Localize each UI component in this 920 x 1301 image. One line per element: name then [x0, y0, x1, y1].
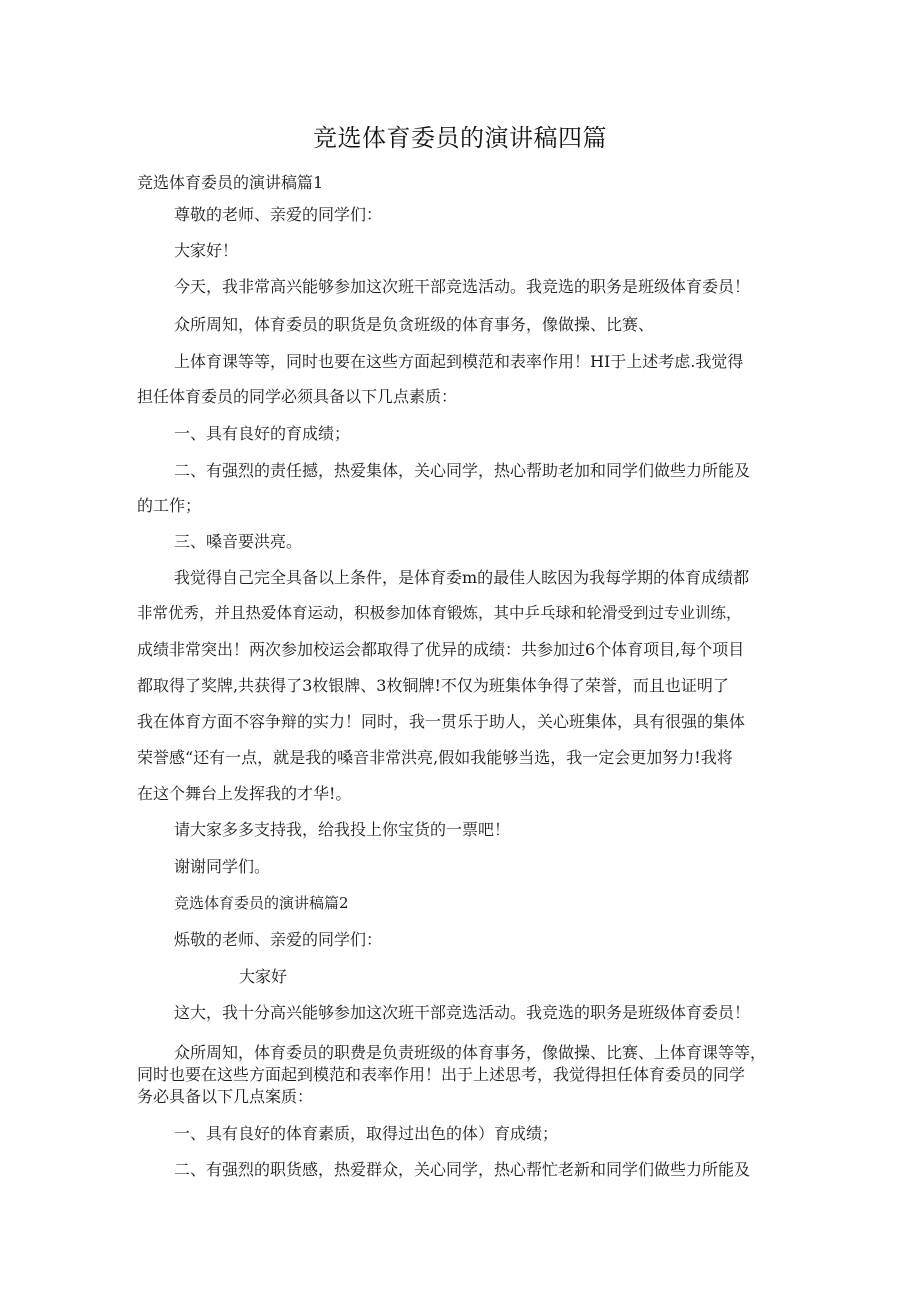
- paragraph-line: 非常优秀，并且热爱体育运动，积极参加体育锻炼，其中乒乓球和轮滑受到过专业训练，: [137, 604, 742, 622]
- section-heading-2: 竞选体育委员的演讲稿篇2: [174, 894, 349, 912]
- paragraph-line: 荣誉感“还有一点，就是我的嗓音非常洪亮,假如我能够当选，我一定会更加努力!我将: [137, 748, 733, 767]
- salutation: 烁敬的老师、亲爱的同学们：: [174, 930, 383, 949]
- paragraph-line: 成绩非常突出！两次参加校运会都取得了优异的成绩：共参加过6个体育项目,每个项目: [137, 640, 745, 659]
- paragraph-line: 在这个舞台上发挥我的才华!。: [137, 784, 352, 803]
- paragraph-line: 今天，我非常高兴能够参加这次班干部竞选活动。我竞选的职务是班级体育委员！: [174, 277, 751, 296]
- list-item-continued: 的工作；: [137, 496, 202, 515]
- list-item: 一、具有良好的育成绩；: [174, 424, 351, 443]
- paragraph-line: 这大，我十分高兴能够参加这次班干部竞选活动。我竞选的职务是班级体育委员！: [174, 1003, 751, 1022]
- paragraph-line: 我觉得自己完全具备以上条件，是体育委m的最佳人眩因为我每学期的体育成绩都: [174, 568, 750, 587]
- paragraph-line: 请大家多多支持我，给我投上你宝货的一票吧！: [174, 820, 511, 839]
- paragraph-line: 众所周知，体育委员的职费是负责班级的体育事务，像做操、比赛、上体育课等等，: [174, 1043, 767, 1062]
- paragraph-line: 众所周知，体育委员的职货是负贪班级的体育事务，像做操、比赛、: [174, 315, 655, 334]
- list-item: 二、有强烈的责任撼，热爱集体，关心同学，热心帮助老加和同学们做些力所能及: [174, 461, 751, 480]
- document-title: 竞选体育委员的演讲稿四篇: [313, 124, 607, 152]
- paragraph-line: 我在体育方面不容争辩的实力！同时，我一贯乐于助人，关心班集体，具有很强的集体: [137, 712, 746, 731]
- list-item: 三、嗓音要洪亮。: [174, 532, 303, 551]
- paragraph-line: 同时也要在这些方面起到模范和表率作用！出于上述思考，我觉得担任体育委员的同学: [137, 1065, 746, 1084]
- paragraph-line: 务必具备以下几点案质：: [137, 1087, 314, 1106]
- greeting: 大家好！: [174, 241, 239, 260]
- closing-line: 谢谢同学们。: [174, 857, 271, 876]
- section-heading-1: 竞选体育委员的演讲稿篇1: [137, 173, 324, 192]
- paragraph-line: 都取得了奖牌,共获得了3枚银牌、3枚铜牌!不仅为班集体争得了荣誉，而且也证明了: [137, 676, 729, 695]
- list-item: 一、具有良好的体育素质，取得过出色的体）育成绩；: [174, 1124, 559, 1143]
- salutation: 尊敬的老师、亲爱的同学们：: [174, 205, 383, 224]
- greeting: 大家好: [239, 967, 288, 986]
- paragraph-line: 担任体育委员的同学必须具备以下几点素质：: [137, 387, 458, 406]
- list-item: 二、有强烈的职货感，热爱群众，关心同学，热心帮忙老新和同学们做些力所能及: [174, 1160, 751, 1179]
- paragraph-line: 上体育课等等，同时也要在这些方面起到模范和表率作用！HI于上述考虑.我觉得: [174, 352, 744, 371]
